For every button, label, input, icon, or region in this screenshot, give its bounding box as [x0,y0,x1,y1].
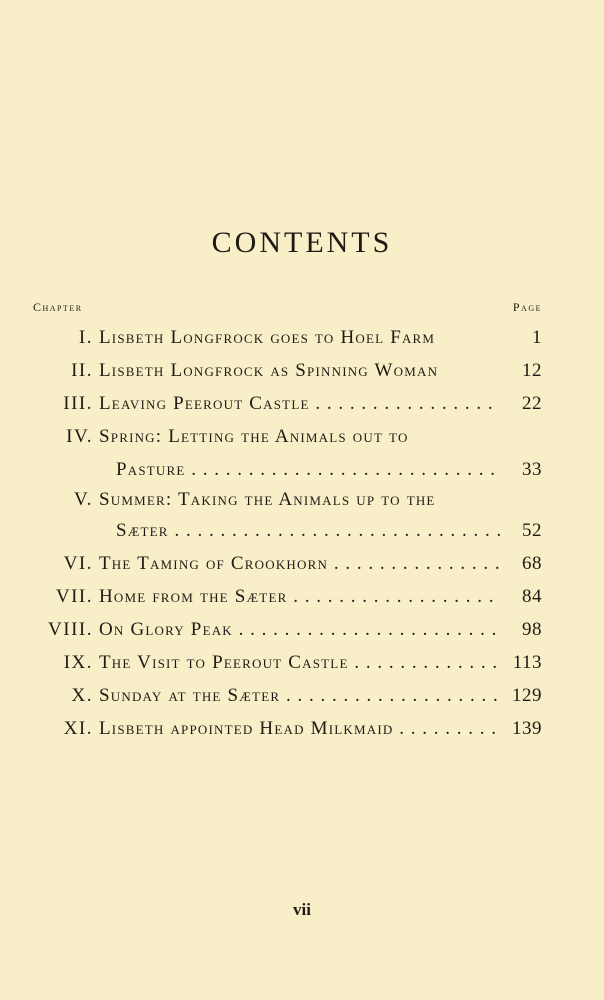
chapter-number: VI. [63,553,93,574]
chapter-number: III. [63,393,93,414]
chapter-column-header: Chapter [33,300,83,314]
chapter-number: IV. [66,426,93,447]
chapter-title-line-2: Sæter . . . [116,520,500,542]
page-number: 139 [512,718,542,739]
toc-entry[interactable] [0,619,604,649]
chapter-number: XI. [63,718,93,739]
chapter-number: V. [73,489,93,510]
page-number: 98 [522,619,542,640]
page-number: 1 [532,327,542,348]
chapter-title-line-2: Pasture . . . [116,459,500,481]
toc-entry-continuation[interactable] [0,459,604,489]
toc-entry[interactable] [0,652,604,682]
page-number: 68 [522,553,542,574]
page-number: 33 [522,459,542,480]
page-number: 52 [522,520,542,541]
chapter-title: On Glory Peak . . . [99,619,500,641]
chapter-title: The Taming of Crookhorn . . . [99,553,500,575]
toc-entry[interactable] [0,586,604,616]
toc-entry[interactable] [0,426,604,456]
chapter-title: Home from the Sæter . . . [99,586,500,608]
toc-entry[interactable] [0,718,604,748]
chapter-number: X. [71,685,93,706]
chapter-title: The Visit to Peerout Castle . . . [99,652,500,674]
chapter-title-line-1: Summer: Taking the Animals up to the [99,489,436,510]
page-number: 84 [522,586,542,607]
chapter-number: I. [78,327,93,348]
toc-entry[interactable] [0,685,604,715]
page-title: CONTENTS [211,226,393,259]
chapter-number: VIII. [48,619,93,640]
toc-entry-continuation[interactable] [0,520,604,550]
page-number: 22 [522,393,542,414]
chapter-title: Lisbeth appointed Head Milkmaid . . . [99,718,500,740]
chapter-number: II. [71,360,93,381]
toc-entry[interactable] [0,360,604,390]
page-number: 129 [512,685,542,706]
chapter-title-line-1: Spring: Letting the Animals out to [99,426,409,447]
page-number: 12 [522,360,542,381]
page-number: 113 [512,652,542,673]
page-folio: vii [293,900,311,919]
chapter-title: Lisbeth Longfrock goes to Hoel Farm [99,327,436,348]
chapter-title: Sunday at the Sæter . . . [99,685,500,707]
chapter-title: Leaving Peerout Castle . . . [99,393,500,415]
chapter-number: IX. [63,652,93,673]
toc-entry[interactable] [0,553,604,583]
toc-entry[interactable] [0,489,604,519]
page-column-header: Page [512,300,542,314]
toc-entry[interactable] [0,393,604,423]
chapter-number: VII. [55,586,93,607]
toc-entry[interactable] [0,327,604,357]
chapter-title: Lisbeth Longfrock as Spinning Woman [99,360,439,381]
